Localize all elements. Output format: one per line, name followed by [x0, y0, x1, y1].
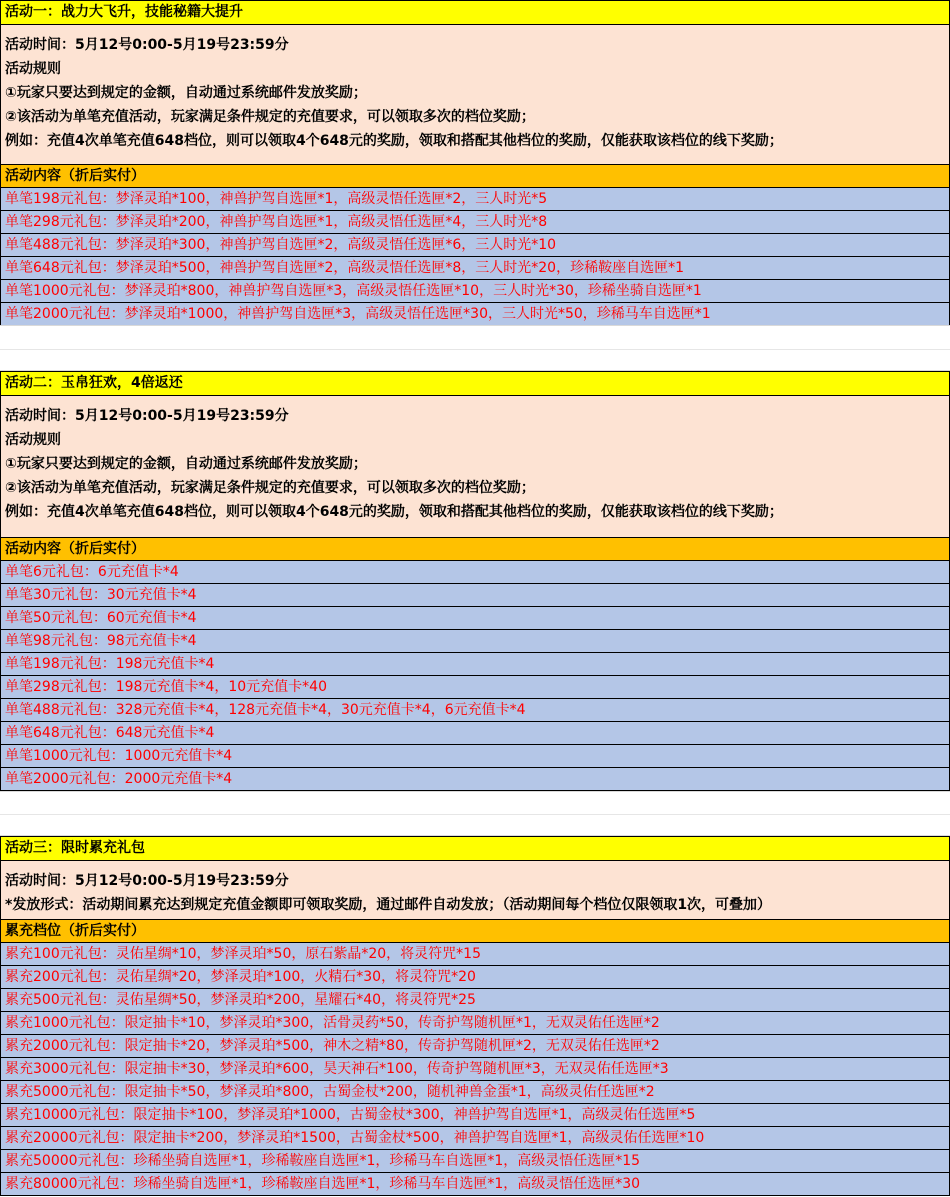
activity-table	[0, 0, 950, 326]
reward-row: 单笔2000元礼包：梦泽灵珀*1000，神兽护驾自选匣*3，高级灵悟任选匣*30，三人时光*50，珍稀马车自选匣*1	[1, 302, 949, 325]
reward-row: 单笔98元礼包：98元充值卡*4	[1, 629, 949, 652]
activity-rules-block	[1, 860, 949, 919]
reward-row: 单笔298元礼包：198元充值卡*4，10元充值卡*40	[1, 675, 949, 698]
content-header: 活动内容（折后实付）	[1, 537, 949, 560]
rule-line: ①玩家只要达到规定的金额，自动通过系统邮件发放奖励；	[5, 456, 367, 472]
rule-line: 例如：充值4次单笔充值648档位，则可以领取4个648元的奖励，领取和搭配其他档位的奖励，仅能获取该档位的线下奖励；	[5, 133, 783, 149]
reward-row: 单笔30元礼包：30元充值卡*4	[1, 583, 949, 606]
reward-row: 单笔648元礼包：梦泽灵珀*500，神兽护驾自选匣*2，高级灵悟任选匣*8，三人时光*20，珍稀鞍座自选匣*1	[1, 256, 949, 279]
reward-row: 单笔198元礼包：198元充值卡*4	[1, 652, 949, 675]
activity-section-3	[0, 836, 950, 1196]
activity-table	[0, 836, 950, 1196]
rule-line: 例如：充值4次单笔充值648档位，则可以领取4个648元的奖励，领取和搭配其他档位的奖励，仅能获取该档位的线下奖励；	[5, 504, 783, 520]
activity-section-1	[0, 0, 950, 326]
activity-title: 活动一：战力大飞升，技能秘籍大提升	[1, 1, 949, 24]
activity-table	[0, 371, 950, 791]
rule-line: *发放形式：活动期间累充达到规定充值金额即可领取奖励，通过邮件自动发放；（活动期间每个档位仅限领取1次，可叠加）	[5, 897, 772, 913]
activity-title: 活动三：限时累充礼包	[1, 837, 949, 860]
reward-row: 单笔298元礼包：梦泽灵珀*200，神兽护驾自选匣*1，高级灵悟任选匣*4，三人时光*8	[1, 210, 949, 233]
rule-line: ②该活动为单笔充值活动，玩家满足条件规定的充值要求，可以领取多次的档位奖励；	[5, 109, 535, 125]
reward-row: 累充100元礼包：灵佑星绸*10，梦泽灵珀*50，原石紫晶*20，将灵符咒*15	[1, 942, 949, 965]
activity-rules-block	[1, 24, 949, 164]
reward-row: 单笔6元礼包：6元充值卡*4	[1, 560, 949, 583]
reward-row: 累充1000元礼包：限定抽卡*10，梦泽灵珀*300，活骨灵药*50，传奇护驾随机匣*1，无双灵佑任选匣*2	[1, 1011, 949, 1034]
reward-row: 累充80000元礼包：珍稀坐骑自选匣*1，珍稀鞍座自选匣*1，珍稀马车自选匣*1，高级灵悟任选匣*30	[1, 1172, 949, 1195]
reward-row: 单笔50元礼包：60元充值卡*4	[1, 606, 949, 629]
reward-row: 累充10000元礼包：限定抽卡*100，梦泽灵珀*1000，古蜀金杖*300，神兽护驾自选匣*1，高级灵佑任选匣*5	[1, 1103, 949, 1126]
rule-line: 活动规则	[5, 432, 61, 448]
content-header: 累充档位（折后实付）	[1, 919, 949, 942]
reward-row: 累充20000元礼包：限定抽卡*200，梦泽灵珀*1500，古蜀金杖*500，神兽护驾自选匣*1，高级灵佑任选匣*10	[1, 1126, 949, 1149]
reward-row: 累充50000元礼包：珍稀坐骑自选匣*1，珍稀鞍座自选匣*1，珍稀马车自选匣*1，高级灵悟任选匣*15	[1, 1149, 949, 1172]
activity-rules-block	[1, 395, 949, 537]
section-spacer	[0, 791, 950, 836]
reward-row: 累充5000元礼包：限定抽卡*50，梦泽灵珀*800，古蜀金杖*200，随机神兽金蛋*1，高级灵佑任选匣*2	[1, 1080, 949, 1103]
reward-row: 累充2000元礼包：限定抽卡*20，梦泽灵珀*500，神木之精*80，传奇护驾随机匣*2，无双灵佑任选匣*2	[1, 1034, 949, 1057]
rule-line: ②该活动为单笔充值活动，玩家满足条件规定的充值要求，可以领取多次的档位奖励；	[5, 480, 535, 496]
reward-row: 累充3000元礼包：限定抽卡*30，梦泽灵珀*600，昊天神石*100，传奇护驾随机匣*3，无双灵佑任选匣*3	[1, 1057, 949, 1080]
reward-row: 单笔1000元礼包：1000元充值卡*4	[1, 744, 949, 767]
rule-line: 活动规则	[5, 61, 61, 77]
rule-line: 活动时间：5月12号0:00-5月19号23:59分	[5, 873, 289, 889]
reward-row: 单笔2000元礼包：2000元充值卡*4	[1, 767, 949, 790]
rule-line: 活动时间：5月12号0:00-5月19号23:59分	[5, 37, 289, 53]
section-spacer	[0, 325, 950, 371]
rule-line: 活动时间：5月12号0:00-5月19号23:59分	[5, 408, 289, 424]
activity-section-2	[0, 371, 950, 791]
rule-line: ①玩家只要达到规定的金额，自动通过系统邮件发放奖励；	[5, 85, 367, 101]
reward-row: 累充500元礼包：灵佑星绸*50，梦泽灵珀*200，星耀石*40，将灵符咒*25	[1, 988, 949, 1011]
reward-row: 单笔488元礼包：328元充值卡*4，128元充值卡*4，30元充值卡*4，6元充值卡*4	[1, 698, 949, 721]
content-header: 活动内容（折后实付）	[1, 164, 949, 187]
spacer-gridline	[0, 349, 950, 350]
reward-row: 单笔488元礼包：梦泽灵珀*300，神兽护驾自选匣*2，高级灵悟任选匣*6，三人时光*10	[1, 233, 949, 256]
activity-title: 活动二：玉帛狂欢，4倍返还	[1, 372, 949, 395]
reward-row: 累充200元礼包：灵佑星绸*20，梦泽灵珀*100，火精石*30，将灵符咒*20	[1, 965, 949, 988]
reward-row: 单笔1000元礼包：梦泽灵珀*800，神兽护驾自选匣*3，高级灵悟任选匣*10，三人时光*30，珍稀坐骑自选匣*1	[1, 279, 949, 302]
reward-row: 单笔198元礼包：梦泽灵珀*100，神兽护驾自选匣*1，高级灵悟任选匣*2，三人时光*5	[1, 187, 949, 210]
spacer-gridline	[0, 814, 950, 815]
reward-row: 单笔648元礼包：648元充值卡*4	[1, 721, 949, 744]
